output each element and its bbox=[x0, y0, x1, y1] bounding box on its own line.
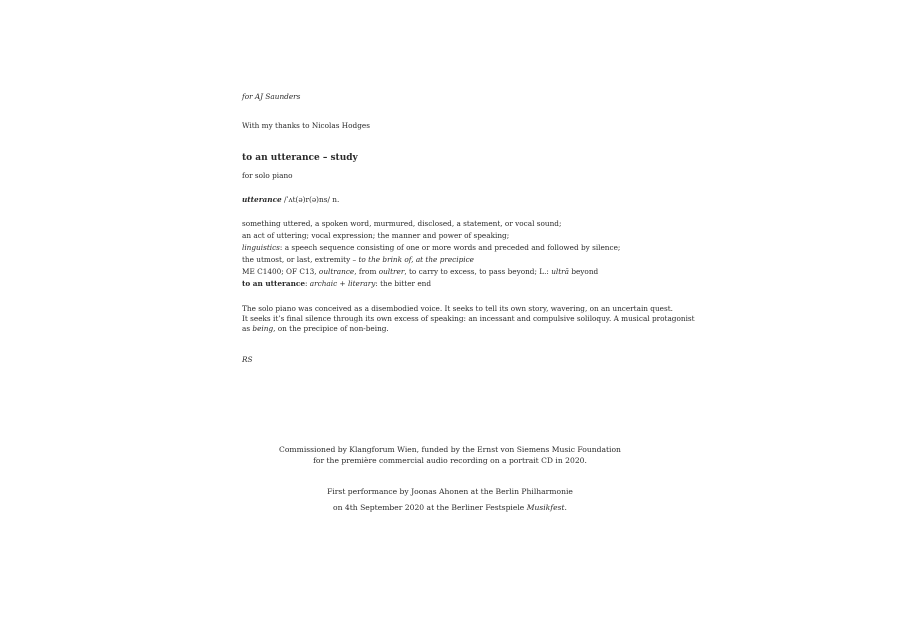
etymology-text: , from bbox=[354, 267, 379, 276]
program-note bbox=[242, 304, 695, 334]
etymology-text: ME C1400; OF C13, bbox=[242, 267, 319, 276]
definition-line bbox=[242, 254, 620, 266]
definition-line: an act of uttering; vocal expression; the manner and power of speaking; bbox=[242, 231, 510, 240]
etymology-italic: ultrā bbox=[551, 267, 569, 276]
program-note-text: as bbox=[242, 324, 253, 333]
headword-term: utterance bbox=[242, 195, 282, 204]
headword-pronunciation: /ˈʌt(ə)r(ə)ns/ bbox=[283, 195, 330, 204]
performance-date-line bbox=[0, 502, 900, 514]
etymology-italic: oultrance bbox=[318, 267, 355, 276]
instrumentation: for solo piano bbox=[242, 171, 293, 180]
definitions bbox=[242, 218, 620, 290]
commission-note bbox=[0, 444, 900, 466]
etymology-text: , to carry to excess, to pass beyond; L.: bbox=[404, 267, 552, 276]
definition-italic: to the brink of, at the precipice bbox=[358, 255, 474, 264]
thanks-line: With my thanks to Nicolas Hodges bbox=[242, 121, 370, 130]
idiom-text: : the bitter end bbox=[375, 279, 432, 288]
idiom-line bbox=[242, 278, 620, 290]
performance-text: on 4th September 2020 at the Berliner Festspiele bbox=[333, 503, 527, 512]
dedication: for AJ Saunders bbox=[242, 92, 301, 101]
etymology-text: beyond bbox=[569, 267, 599, 276]
etymology-italic: oultrer bbox=[378, 267, 405, 276]
program-note-text: , on the precipice of non-being. bbox=[273, 324, 389, 333]
program-note-italic: being bbox=[252, 324, 274, 333]
work-title: to an utterance – study bbox=[242, 153, 358, 163]
idiom-phrase: to an utterance bbox=[242, 279, 306, 288]
author-initials: RS bbox=[242, 355, 253, 364]
idiom-text: : bbox=[305, 279, 310, 288]
commission-line: Commissioned by Klangforum Wien, funded by the Ernst von Siemens Music Foundation bbox=[279, 445, 621, 454]
festival-name: Musikfest bbox=[526, 503, 565, 512]
definition-line bbox=[242, 242, 620, 254]
program-note-line bbox=[242, 324, 695, 334]
etymology-line bbox=[242, 266, 620, 278]
definition-label: linguistics bbox=[242, 243, 280, 252]
commission-line: for the première commercial audio recording on a portrait CD in 2020. bbox=[313, 456, 587, 465]
program-note-line: The solo piano was conceived as a disembodied voice. It seeks to tell its own story, wavering, on an uncertain quest. bbox=[242, 304, 673, 313]
definition-text: : a speech sequence consisting of one or more words and preceded and followed by silence; bbox=[279, 243, 621, 252]
program-note-line: It seeks it’s final silence through its own excess of speaking: an incessant and compulsive soliloquy. A musical protagonist bbox=[242, 314, 695, 323]
definition-text: the utmost, or last, extremity – bbox=[242, 255, 359, 264]
performance-text: . bbox=[564, 503, 567, 512]
dictionary-headword bbox=[242, 194, 339, 206]
idiom-register: archaic + literary bbox=[309, 279, 376, 288]
first-performance-line: First performance by Joonas Ahonen at the Berlin Philharmonie bbox=[327, 487, 573, 496]
definition-line: something uttered, a spoken word, murmured, disclosed, a statement, or vocal sound; bbox=[242, 219, 562, 228]
headword-part-of-speech: n. bbox=[332, 195, 340, 204]
